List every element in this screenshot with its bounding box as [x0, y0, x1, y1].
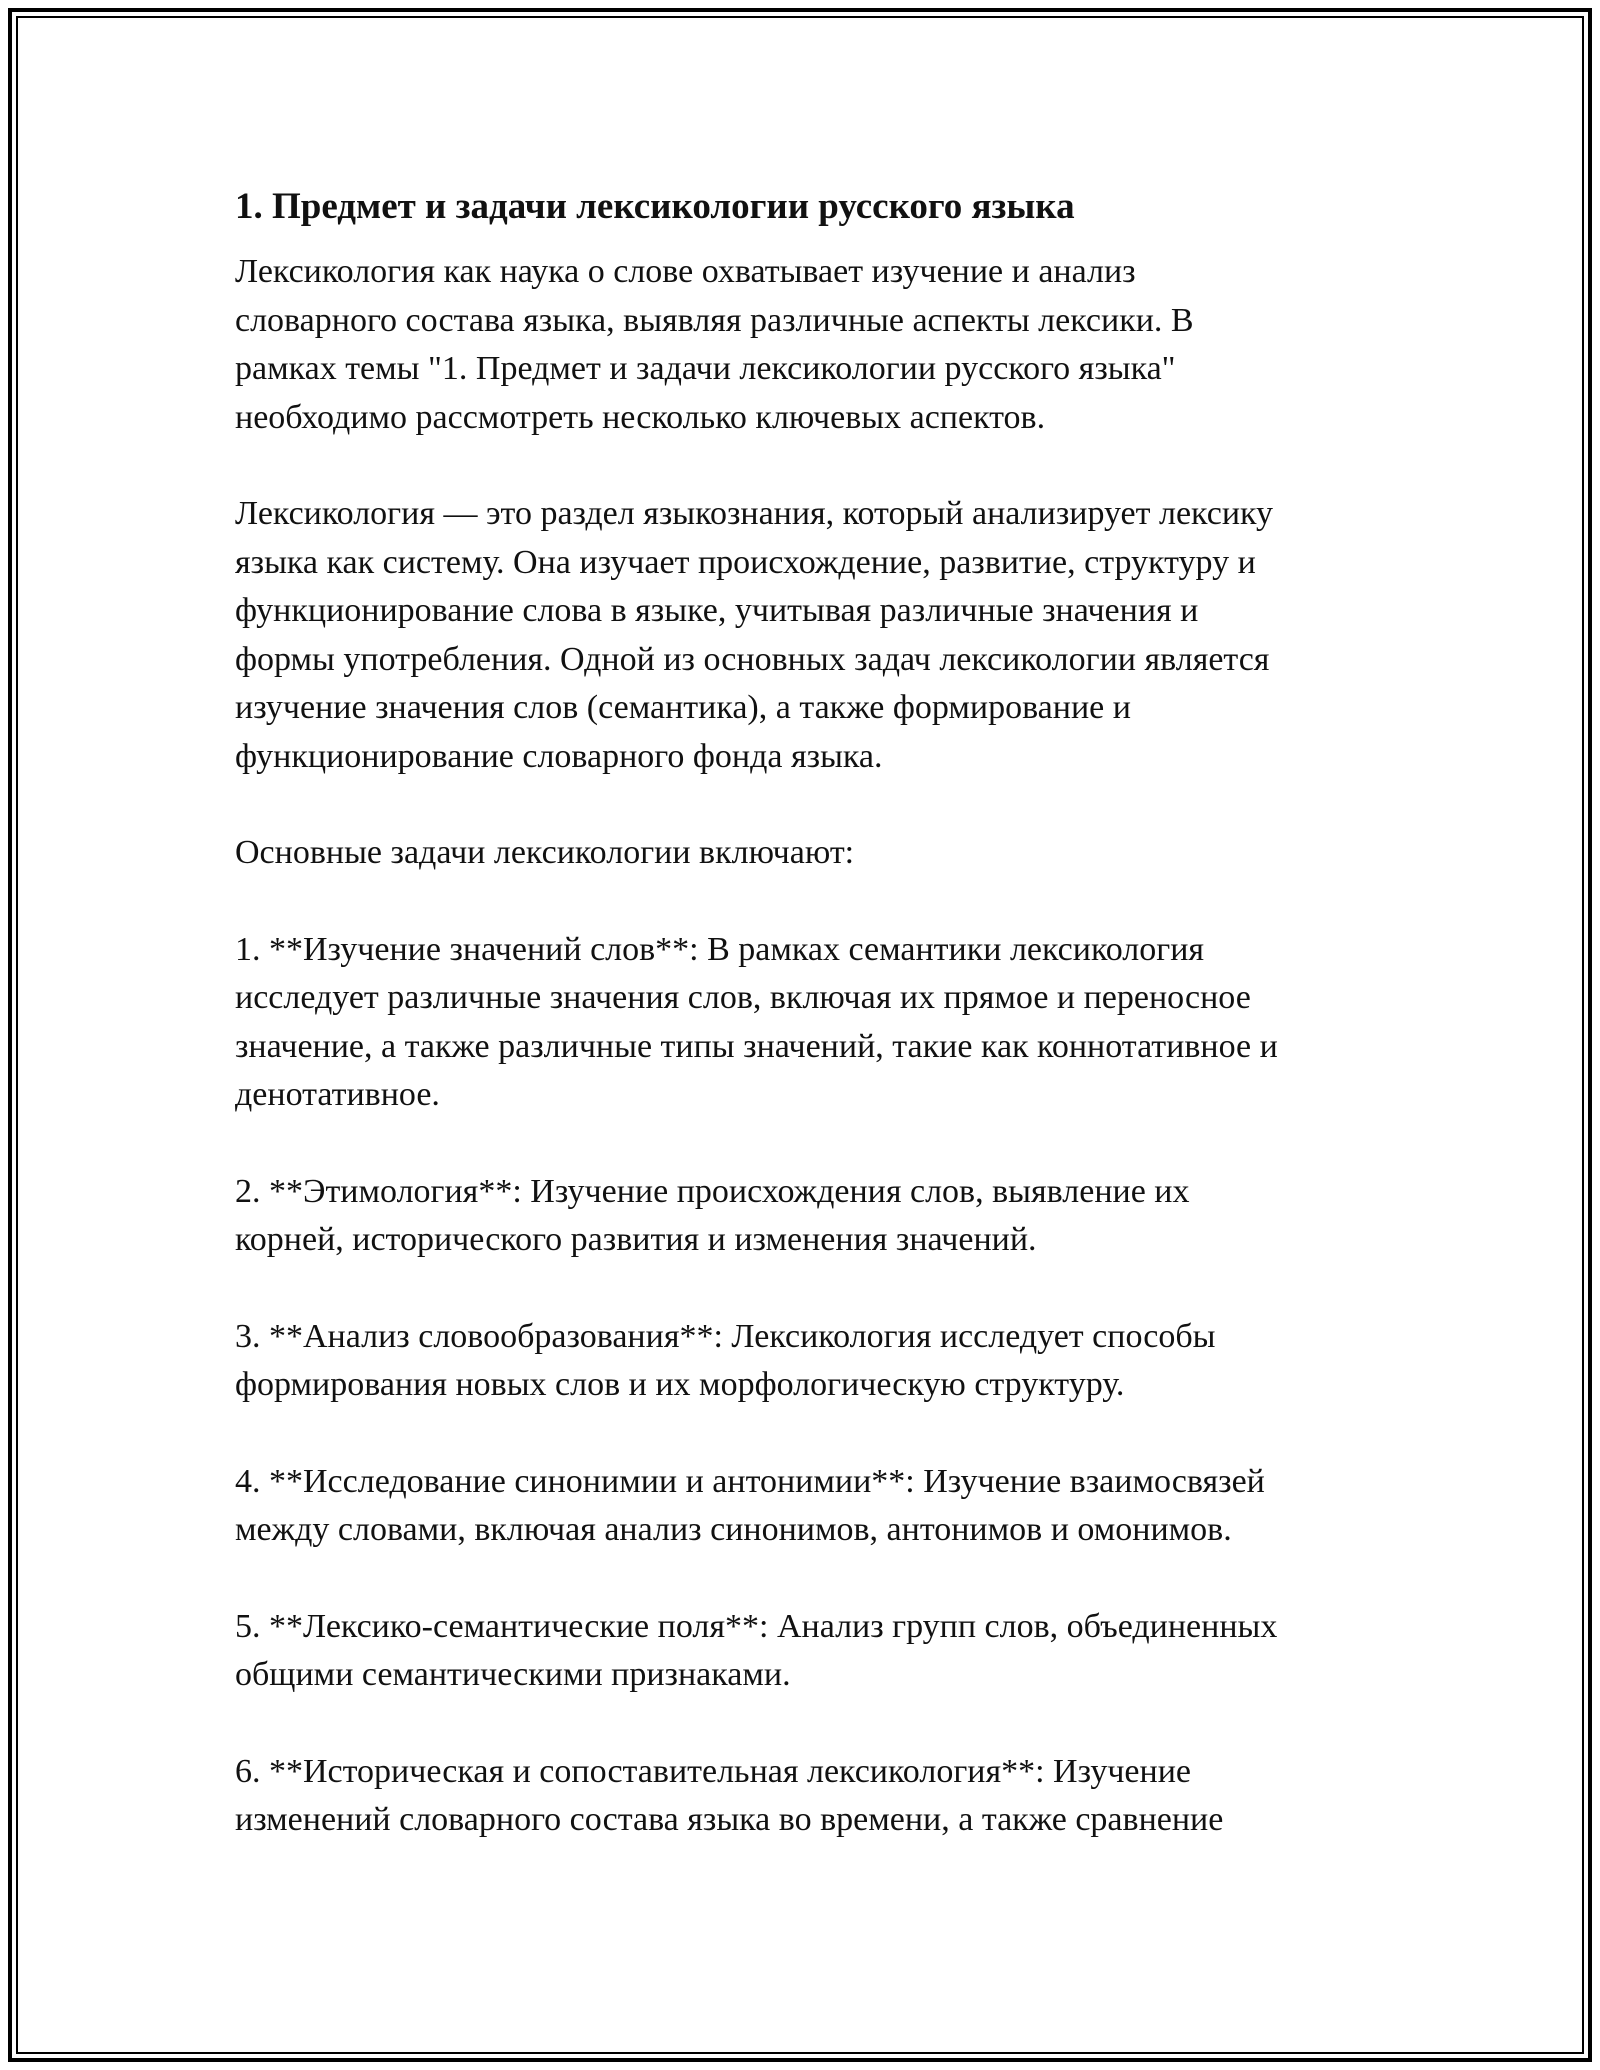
- text-line: функционирование слова в языке, учитывая различные значения и: [235, 592, 1199, 629]
- document-title: 1. Предмет и задачи лексикологии русского языка: [235, 186, 1075, 227]
- text-line: 6. **Историческая и сопоставительная лексикология**: Изучение: [235, 1752, 1191, 1790]
- list-item-1: [235, 926, 1395, 1120]
- text-line: рамках темы "1. Предмет и задачи лексикологии русского языка": [235, 350, 1176, 387]
- text-line: 3. **Анализ словообразования**: Лексикология исследует способы: [235, 1317, 1216, 1355]
- text-line: Лексикология как наука о слове охватывает изучение и анализ: [235, 253, 1136, 290]
- text-line: 5. **Лексико-семантические поля**: Анализ групп слов, объединенных: [235, 1607, 1278, 1645]
- text-line: денотативное.: [235, 1076, 440, 1113]
- document-page: [235, 183, 1395, 1893]
- text-line: языка как систему. Она изучает происхождение, развитие, структуру и: [235, 543, 1256, 581]
- paragraph-tasks-intro: [235, 829, 1395, 878]
- text-line: между словами, включая анализ синонимов, антонимов и омонимов.: [235, 1511, 1232, 1548]
- list-item-4: [235, 1458, 1395, 1555]
- paragraph-intro: [235, 248, 1395, 442]
- text-line: 2. **Этимология**: Изучение происхождения слов, выявление их: [235, 1172, 1190, 1210]
- text-line: исследует различные значения слов, включая их прямое и переносное: [235, 979, 1251, 1016]
- text-line: значение, а также различные типы значений, такие как коннотативное и: [235, 1027, 1278, 1065]
- paragraph-definition: [235, 490, 1395, 781]
- text-line: формирования новых слов и их морфологическую структуру.: [235, 1366, 1125, 1403]
- text-line: 4. **Исследование синонимии и антонимии**: Изучение взаимосвязей: [235, 1462, 1265, 1500]
- list-item-6: [235, 1748, 1395, 1845]
- text-line: формы употребления. Одной из основных задач лексикологии является: [235, 640, 1270, 678]
- text-line: Лексикология — это раздел языкознания, который анализирует лексику: [235, 495, 1274, 532]
- text-line: функционирование словарного фонда языка.: [235, 737, 883, 775]
- list-item-2: [235, 1168, 1395, 1265]
- text-line: Основные задачи лексикологии включают:: [235, 834, 855, 871]
- text-line: общими семантическими признаками.: [235, 1656, 791, 1693]
- text-line: изменений словарного состава языка во времени, а также сравнение: [235, 1801, 1224, 1838]
- text-line: изучение значения слов (семантика), а также формирование и: [235, 689, 1131, 726]
- text-line: корней, исторического развития и изменения значений.: [235, 1221, 1037, 1258]
- list-item-3: [235, 1313, 1395, 1410]
- text-line: необходимо рассмотреть несколько ключевых аспектов.: [235, 398, 1046, 436]
- list-item-5: [235, 1603, 1395, 1700]
- text-line: 1. **Изучение значений слов**: В рамках семантики лексикология: [235, 930, 1205, 968]
- text-line: словарного состава языка, выявляя различные аспекты лексики. В: [235, 301, 1194, 339]
